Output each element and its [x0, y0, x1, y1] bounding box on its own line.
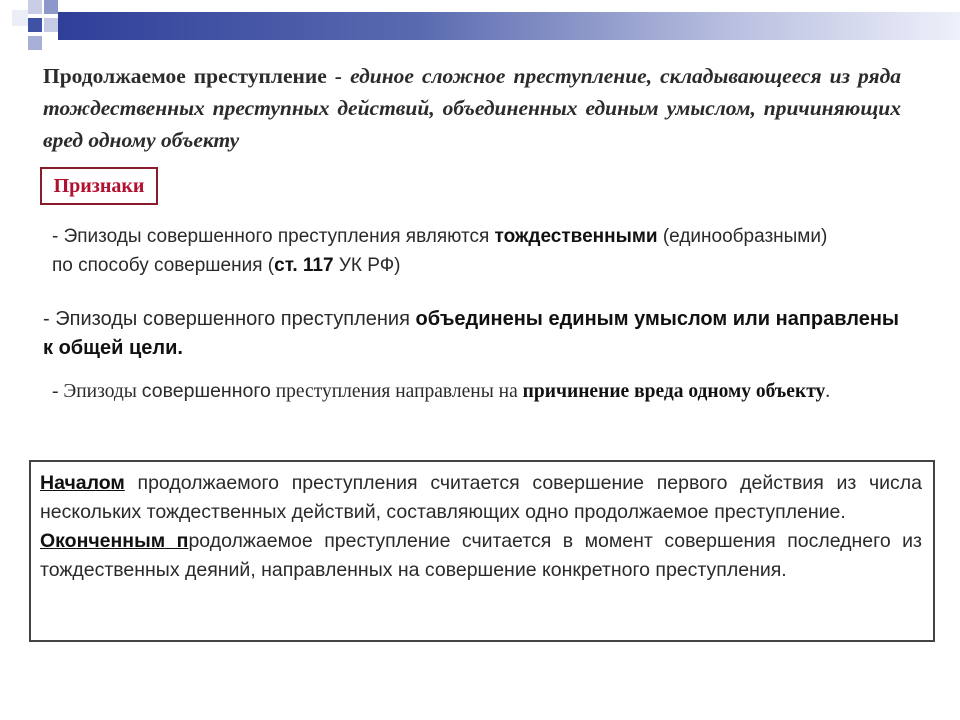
sign-text: . — [825, 381, 831, 402]
decorative-square — [28, 18, 42, 32]
decorative-square — [12, 10, 28, 26]
decorative-square — [44, 18, 58, 32]
sign-item — [43, 305, 899, 363]
decorative-square — [28, 36, 42, 50]
signs-heading — [40, 167, 158, 205]
decorative-square — [44, 0, 58, 14]
note-key: Оконченным п — [40, 530, 189, 552]
header-bar — [58, 12, 960, 40]
note-text: продолжаемого преступления считается совершение первого действия из числа нескольких тождественных действий, составляющих одно продолжаемое преступление. — [40, 472, 922, 523]
sign-text: - Эпизоды совершенного преступления являются — [52, 226, 495, 247]
signs-label: Признаки — [53, 174, 145, 197]
sign-text: УК РФ) — [333, 255, 401, 276]
sign-text: совершенного — [141, 380, 271, 402]
sign-emphasis: причинение вреда одному объекту — [522, 381, 826, 402]
decorative-square — [28, 0, 42, 14]
article-reference: ст. 117 — [274, 255, 334, 276]
definition-term: Продолжаемое преступление — [43, 64, 327, 88]
definition-text — [43, 60, 901, 156]
sign-item — [52, 222, 832, 280]
sign-text: - Эпизоды — [52, 381, 142, 402]
sign-text: преступления направлены на — [270, 381, 523, 402]
sign-emphasis: объединены единым умыслом или направлены к общей цели. — [43, 308, 899, 359]
note-end — [40, 527, 922, 585]
sign-text: - Эпизоды совершенного преступления — [43, 308, 416, 330]
note-key: Началом — [40, 472, 125, 494]
sign-emphasis: тождественными — [494, 226, 658, 247]
sign-item — [52, 376, 902, 407]
notes-box — [29, 460, 935, 642]
note-text: родолжаемое преступление считается в момент совершения последнего из тождественных деяний, направленных на совершение конкретного преступления. — [40, 530, 922, 581]
note-start — [40, 469, 922, 527]
definition-body: - единое сложное преступление, складывающееся из ряда тождественных преступных действий, объединенных единым умыслом, причиняющих вред одному объекту — [43, 64, 901, 152]
sign-text: (единообразными) по способу совершения ( — [52, 226, 828, 276]
